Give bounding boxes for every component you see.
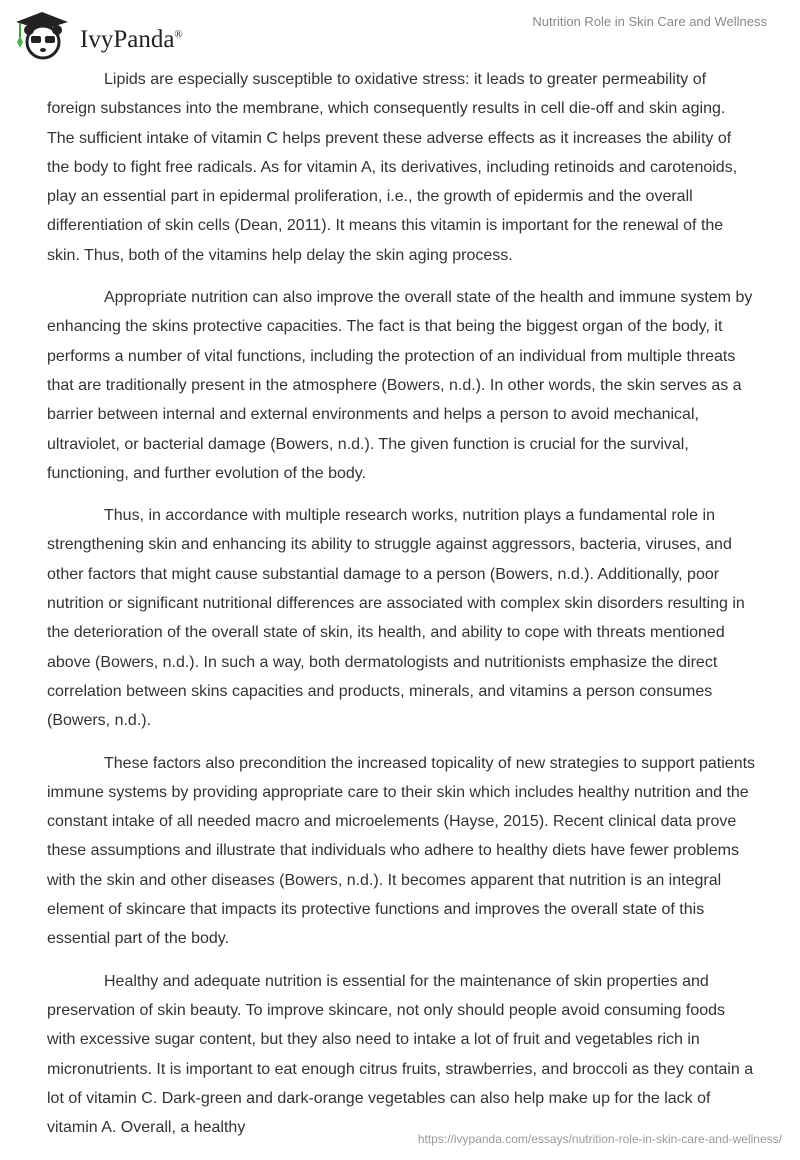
essay-body — [47, 65, 757, 1155]
source-url-link[interactable]: https://ivypanda.com/essays/nutrition-role-in-skin-care-and-wellness/ — [417, 1132, 782, 1146]
panda-graduate-icon — [12, 8, 76, 60]
paragraph: Thus, in accordance with multiple research works, nutrition plays a fundamental role in strengthening skin and enhancing its ability to struggle against aggressors, bacteria, viruses, and other factors that might cause substantial damage to a person (Bowers, n.d.). Additionally, poor nutrition or significant nutritional differences are associated with complex skin disorders resulting in the deterioration of the overall state of skin, its health, and ability to cope with threats mentioned above (Bowers, n.d.). In such a way, both dermatologists and nutritionists emphasize the direct correlation between skins capacities and products, minerals, and vitamins a person consumes (Bowers, n.d.). — [47, 507, 745, 730]
document-title: Nutrition Role in Skin Care and Wellness — [532, 14, 767, 29]
paragraph: Appropriate nutrition can also improve the overall state of the health and immune system by enhancing the skins protective capacities. The fact is that being the biggest organ of the body, it performs a number of vital functions, including the protection of an individual from multiple threats that are traditionally present in the atmosphere (Bowers, n.d.). In other words, the skin serves as a barrier between internal and external environments and helps a person to avoid mechanical, ultraviolet, or bacterial damage (Bowers, n.d.). The given function is crucial for the survival, functioning, and further evolution of the body. — [47, 289, 753, 482]
paragraph: These factors also precondition the increased topicality of new strategies to support patients immune systems by providing appropriate care to their skin which includes healthy nutrition and the constant intake of all needed macro and microelements (Hayse, 2015). Recent clinical data prove these assumptions and illustrate that individuals who adhere to healthy diets have fewer problems with the skin and other diseases (Bowers, n.d.). It becomes apparent that nutrition is an integral element of skincare that impacts its protective functions and improves the overall state of this essential part of the body. — [47, 754, 756, 948]
logo-text: IvyPanda — [80, 26, 175, 53]
registered-mark: ® — [174, 28, 183, 41]
ivypanda-logo[interactable] — [12, 8, 183, 60]
paragraph: Healthy and adequate nutrition is essential for the maintenance of skin properties and preservation of skin beauty. To improve skincare, not only should people avoid consuming foods with excessive sugar content, but they also need to intake a lot of fruit and vegetables rich in micronutrients. It is important to eat enough citrus fruits, strawberries, and broccoli as they contain a lot of vitamin C. Dark-green and dark-orange vegetables can also help make up for the lack of vitamin A. Overall, a healthy — [47, 972, 754, 1137]
paragraph: Lipids are especially susceptible to oxidative stress: it leads to greater permeability of foreign substances into the membrane, which consequently results in cell die-off and skin aging. The sufficient intake of vitamin C helps prevent these adverse effects as it increases the ability of the body to fight free radicals. As for vitamin A, its derivatives, including retinoids and carotenoids, play an essential part in epidermal proliferation, i.e., the growth of epidermis and the overall differentiation of skin cells (Dean, 2011). It means this vitamin is important for the renewal of the skin. Thus, both of the vitamins help delay the skin aging process. — [47, 71, 738, 264]
